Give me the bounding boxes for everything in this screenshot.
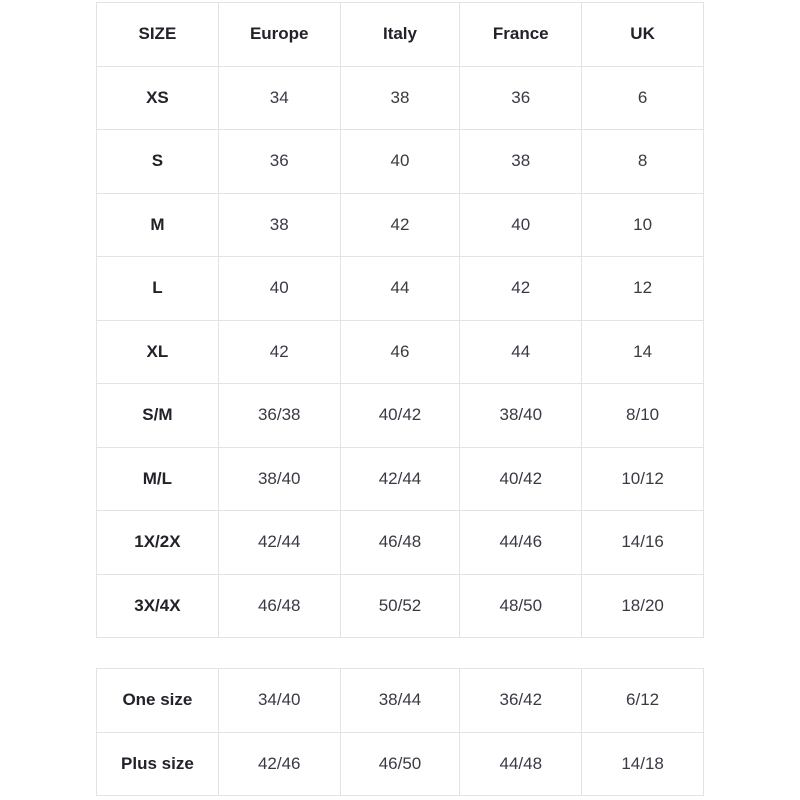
table-body	[97, 669, 704, 796]
table-row	[97, 257, 704, 321]
table-header-row	[97, 3, 704, 67]
cell-uk: 6	[582, 66, 704, 130]
cell-italy: 46/50	[340, 732, 460, 796]
table-row	[97, 130, 704, 194]
cell-europe: 38	[218, 193, 340, 257]
cell-europe: 34/40	[218, 669, 340, 733]
cell-italy: 40/42	[340, 384, 460, 448]
column-header-italy: Italy	[340, 3, 460, 67]
row-label: M/L	[97, 447, 219, 511]
cell-france: 44/46	[460, 511, 582, 575]
cell-italy: 42/44	[340, 447, 460, 511]
general-size-table	[96, 668, 704, 796]
cell-france: 44	[460, 320, 582, 384]
cell-france: 42	[460, 257, 582, 321]
cell-france: 40/42	[460, 447, 582, 511]
table-row	[97, 320, 704, 384]
cell-italy: 42	[340, 193, 460, 257]
cell-france: 48/50	[460, 574, 582, 638]
cell-italy: 44	[340, 257, 460, 321]
cell-uk: 14/16	[582, 511, 704, 575]
table-row	[97, 66, 704, 130]
cell-france: 40	[460, 193, 582, 257]
cell-europe: 36	[218, 130, 340, 194]
row-label: 3X/4X	[97, 574, 219, 638]
cell-uk: 8	[582, 130, 704, 194]
row-label: XL	[97, 320, 219, 384]
cell-europe: 36/38	[218, 384, 340, 448]
row-label: S	[97, 130, 219, 194]
cell-italy: 38/44	[340, 669, 460, 733]
cell-italy: 46/48	[340, 511, 460, 575]
cell-italy: 38	[340, 66, 460, 130]
cell-france: 38/40	[460, 384, 582, 448]
column-header-size: SIZE	[97, 3, 219, 67]
cell-france: 36/42	[460, 669, 582, 733]
row-label: Plus size	[97, 732, 219, 796]
cell-uk: 12	[582, 257, 704, 321]
cell-uk: 14	[582, 320, 704, 384]
cell-europe: 42	[218, 320, 340, 384]
table-row	[97, 384, 704, 448]
table-row	[97, 511, 704, 575]
table-row	[97, 669, 704, 733]
general-size-table-container	[96, 668, 704, 796]
cell-europe: 42/46	[218, 732, 340, 796]
cell-europe: 46/48	[218, 574, 340, 638]
row-label: S/M	[97, 384, 219, 448]
column-header-europe: Europe	[218, 3, 340, 67]
column-header-uk: UK	[582, 3, 704, 67]
size-conversion-table	[96, 2, 704, 638]
table-row	[97, 447, 704, 511]
cell-europe: 40	[218, 257, 340, 321]
row-label: XS	[97, 66, 219, 130]
cell-france: 36	[460, 66, 582, 130]
cell-france: 44/48	[460, 732, 582, 796]
table-header	[97, 3, 704, 67]
cell-europe: 42/44	[218, 511, 340, 575]
cell-uk: 10/12	[582, 447, 704, 511]
cell-uk: 6/12	[582, 669, 704, 733]
cell-uk: 8/10	[582, 384, 704, 448]
size-conversion-table-container	[96, 2, 704, 638]
cell-france: 38	[460, 130, 582, 194]
row-label: One size	[97, 669, 219, 733]
cell-europe: 38/40	[218, 447, 340, 511]
cell-europe: 34	[218, 66, 340, 130]
table-row	[97, 574, 704, 638]
cell-uk: 18/20	[582, 574, 704, 638]
cell-italy: 40	[340, 130, 460, 194]
cell-uk: 10	[582, 193, 704, 257]
cell-uk: 14/18	[582, 732, 704, 796]
row-label: 1X/2X	[97, 511, 219, 575]
table-row	[97, 193, 704, 257]
column-header-france: France	[460, 3, 582, 67]
row-label: M	[97, 193, 219, 257]
cell-italy: 50/52	[340, 574, 460, 638]
table-body	[97, 66, 704, 638]
table-row	[97, 732, 704, 796]
cell-italy: 46	[340, 320, 460, 384]
row-label: L	[97, 257, 219, 321]
